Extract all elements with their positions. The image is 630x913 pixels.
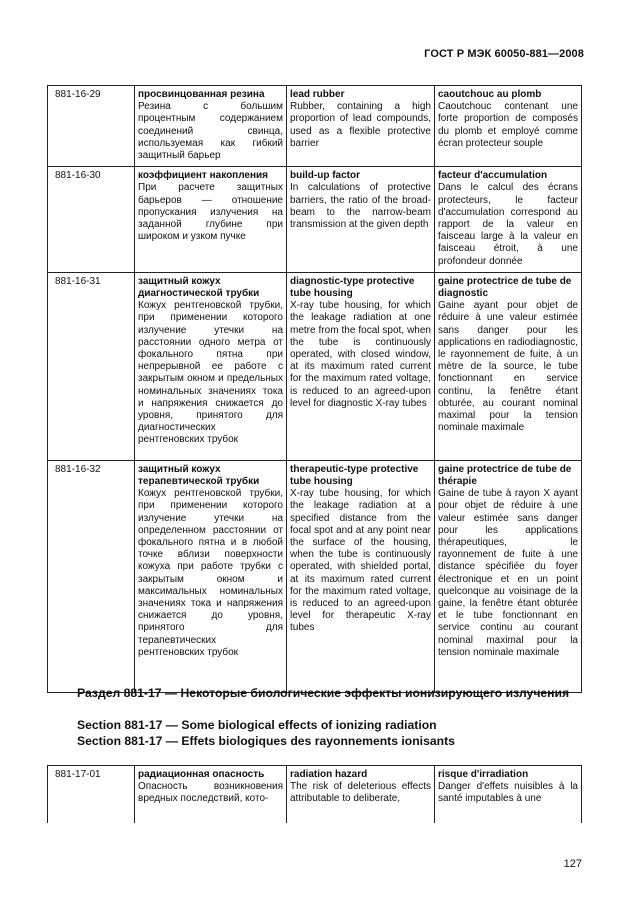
ru-definition: При расчете защитных барьеров — отношение пропускания излучения на заданной глубине при широком и узком пучке [138, 182, 283, 243]
fr-definition: Gaine ayant pour objet de réduire à une valeur estimée sans danger pour les applications en radiodiagnostic, le rayonnement de fuite, à un mètre de la source, le tube fonctionnant en service continu, la fenêtre étant obturée, au courant nominal maximal pour la tension nominale maximale [438, 300, 578, 434]
section-title-fr: Section 881-17 — Effets biologiques des rayonnements ionisants [77, 734, 455, 748]
table-row [48, 272, 582, 460]
ru-cell [135, 460, 287, 692]
section-title-ru: Раздел 881-17 — Некоторые биологические эффекты ионизирующего излучения [77, 686, 570, 700]
en-cell [287, 460, 435, 692]
table-row [48, 86, 582, 167]
ru-cell [135, 272, 287, 460]
en-definition: Rubber, containing a high proportion of lead compounds, used as a flexible protective barrier [290, 101, 431, 149]
fr-definition: Danger d'effets nuisibles à la santé imputables à une [438, 781, 578, 805]
fr-definition: Gaine de tube à rayon X ayant pour objet de réduire à une valeur estimée sans danger pour les applications thérapeutiques, le rayonnement de fuite à une distance spécifiée du foyer électronique et en un point quelconque au voisinage de la gaine, la fenêtre étant obturée et le tube fonctionnant en service continu au courant nominal maximal pour la tension nominale maximale [438, 488, 578, 658]
en-term: radiation hazard [290, 769, 368, 780]
en-definition: X-ray tube housing, for which the leakage radiation at one metre from the focal spot, when the tube is continuously operated, with closed window, at its maximum rated current for the maximum rated voltage, is reduced to an agreed-upon level for diagnostic X-ray tubes [290, 300, 431, 409]
ru-cell [135, 86, 287, 167]
entry-number: 881-17-01 [48, 766, 135, 824]
fr-term: risque d'irradiation [438, 769, 529, 780]
en-cell [287, 86, 435, 167]
en-term: therapeutic-type protective tube housing [290, 463, 419, 488]
fr-definition: Caoutchouc contenant une forte proportion de composés du plomb et employé comme écran protecteur souple [438, 101, 578, 149]
ru-term: коэффициент накопления [138, 170, 269, 182]
en-term: lead rubber [290, 89, 345, 100]
fr-cell [435, 272, 582, 460]
table-row [48, 460, 582, 692]
page-header: ГОСТ Р МЭК 60050-881—2008 [424, 48, 584, 60]
ru-definition: Опасность возникновения вредных последствий, кото- [138, 781, 283, 805]
fr-term: gaine protectrice de tube de diagnostic [438, 275, 572, 300]
ru-term: защитный кожух диагностической трубки [138, 275, 260, 300]
en-definition: In calculations of protective barriers, the ratio of the broad-beam to the narrow-beam transmission at the given depth [290, 182, 431, 231]
en-cell [287, 272, 435, 460]
ru-definition: Кожух рентгеновской трубки, при применении которого излучение утечки на определенном расстоянии от фокального пятна и в любой точке вблизи поверхности кожуха при работе трубки с закрытым окном и максимальных номинальных значениях тока и напряжения снижается до уровня, принятого для терапевтических рентгеновских трубок [138, 488, 283, 658]
en-term: diagnostic-type protective tube housing [290, 275, 415, 300]
ru-term: радиационная опасность [138, 769, 265, 780]
table-row [48, 167, 582, 273]
fr-cell [435, 167, 582, 273]
fr-term: caoutchouc au plomb [438, 89, 542, 100]
fr-definition: Dans le calcul des écrans protecteurs, le facteur d'accumulation correspond au rapport de la valeur en faisceau large à la valeur en faisceau étroit, à une profondeur donnée [438, 182, 578, 267]
ru-cell [135, 766, 287, 824]
fr-term: facteur d'accumulation [438, 170, 548, 182]
ru-definition: Резина с большим процентным содержанием соединений свинца, используемая как гибкий защитный барьер [138, 101, 283, 162]
en-definition: The risk of deleterious effects attributable to deliberate, [290, 781, 431, 805]
en-cell [287, 167, 435, 273]
entry-number: 881-16-29 [48, 86, 135, 167]
ru-cell [135, 167, 287, 273]
page-number: 127 [563, 858, 582, 870]
en-term: build-up factor [290, 170, 360, 182]
fr-term: gaine protectrice de tube de thérapie [438, 463, 572, 488]
entry-number: 881-16-32 [48, 460, 135, 692]
en-cell [287, 766, 435, 824]
ru-definition: Кожух рентгеновской трубки, при применении которого излучение утечки на расстоянии одного метра от фокального пятна при непрерывной ее работе с закрытым окном и предельных номинальных значениях тока и напряжения снижается до уровня, принятого для диагностических рентгеновских трубок [138, 300, 283, 446]
ru-term: защитный кожух терапевтической трубки [138, 463, 260, 488]
next-terms-table [47, 765, 582, 823]
table-row [48, 766, 582, 824]
entry-number: 881-16-31 [48, 272, 135, 460]
section-title-en: Section 881-17 — Some biological effects of ionizing radiation [77, 718, 437, 732]
fr-cell [435, 86, 582, 167]
en-definition: X-ray tube housing, for which the leakage radiation at a specified distance from the focal spot and at any point near the surface of the housing, when the tube is continuously operated, with shielded portal, at its maximum rated current for the maximum rated voltage, is reduced to an agreed-upon level for therapeutic X-ray tubes [290, 488, 431, 634]
entry-number: 881-16-30 [48, 167, 135, 273]
fr-cell [435, 460, 582, 692]
fr-cell [435, 766, 582, 824]
terms-table [47, 85, 582, 693]
ru-term: просвинцованная резина [138, 89, 265, 100]
